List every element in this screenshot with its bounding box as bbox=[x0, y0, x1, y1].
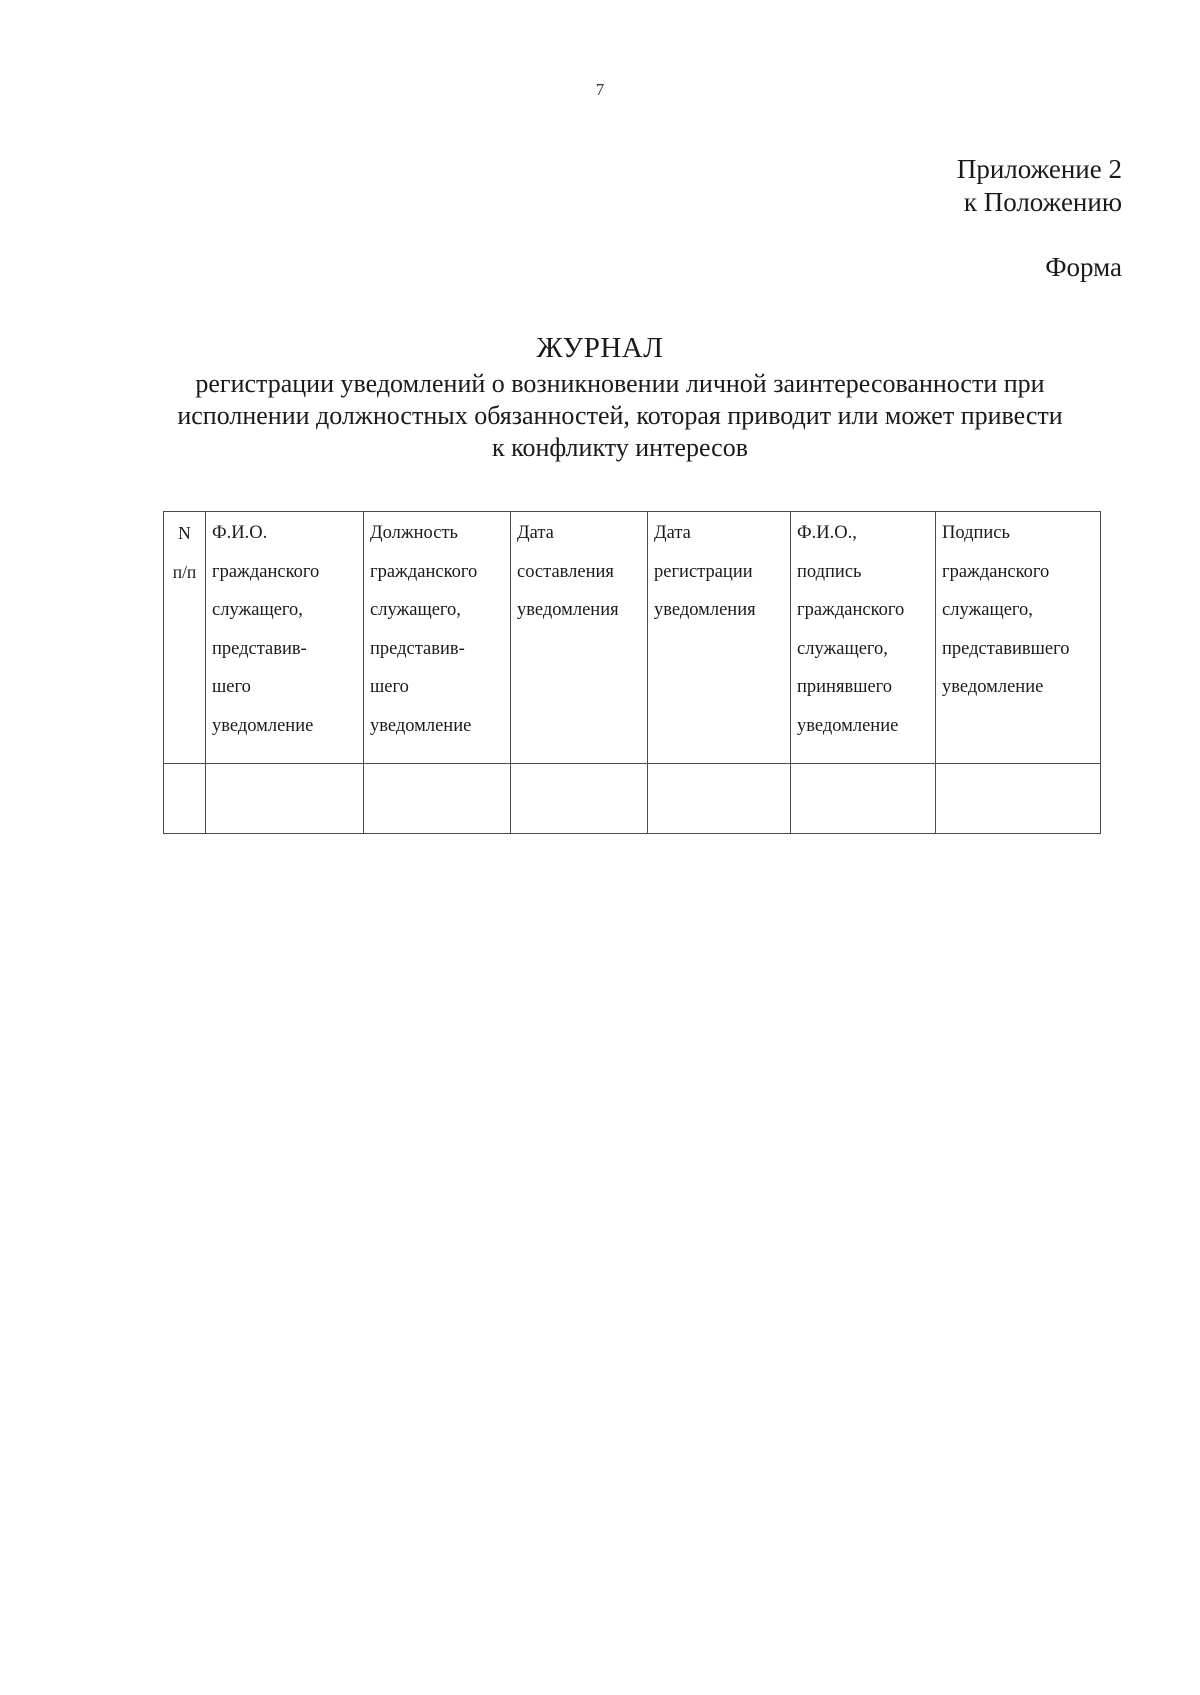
table-cell bbox=[206, 764, 364, 834]
table-cell bbox=[511, 764, 648, 834]
header-registration-date: Дата регистрации уведомления bbox=[648, 512, 791, 764]
table-cell bbox=[648, 764, 791, 834]
journal-title: ЖУРНАЛ bbox=[536, 332, 664, 364]
table-cell bbox=[791, 764, 936, 834]
page-number: 7 bbox=[595, 80, 605, 99]
header-employee-name: Ф.И.О. гражданского служащего, представив- шего уведомление bbox=[206, 512, 364, 764]
appendix-line-1: Приложение 2 bbox=[956, 154, 1122, 184]
header-compile-date: Дата составления уведомления bbox=[511, 512, 648, 764]
header-receiver: Ф.И.О., подпись гражданского служащего, принявшего уведомление bbox=[791, 512, 936, 764]
table-cell bbox=[936, 764, 1101, 834]
table-header-row bbox=[164, 512, 1101, 764]
journal-table bbox=[163, 511, 1101, 834]
table-row bbox=[164, 764, 1101, 834]
header-employee-position: Должность гражданского служащего, представив- шего уведомление bbox=[364, 512, 511, 764]
header-number: N п/п bbox=[164, 512, 206, 764]
appendix-reference bbox=[957, 153, 1122, 219]
table-cell bbox=[364, 764, 511, 834]
table-cell bbox=[164, 764, 206, 834]
form-label: Форма bbox=[1045, 252, 1122, 282]
appendix-line-2: к Положению bbox=[963, 187, 1122, 217]
header-signature: Подпись гражданского служащего, представившего уведомление bbox=[936, 512, 1101, 764]
journal-subtitle: регистрации уведомлений о возникновении личной заинтересованности при исполнении должностных обязанностей, которая приводит или может привести к конфликту интересов bbox=[177, 369, 1063, 462]
